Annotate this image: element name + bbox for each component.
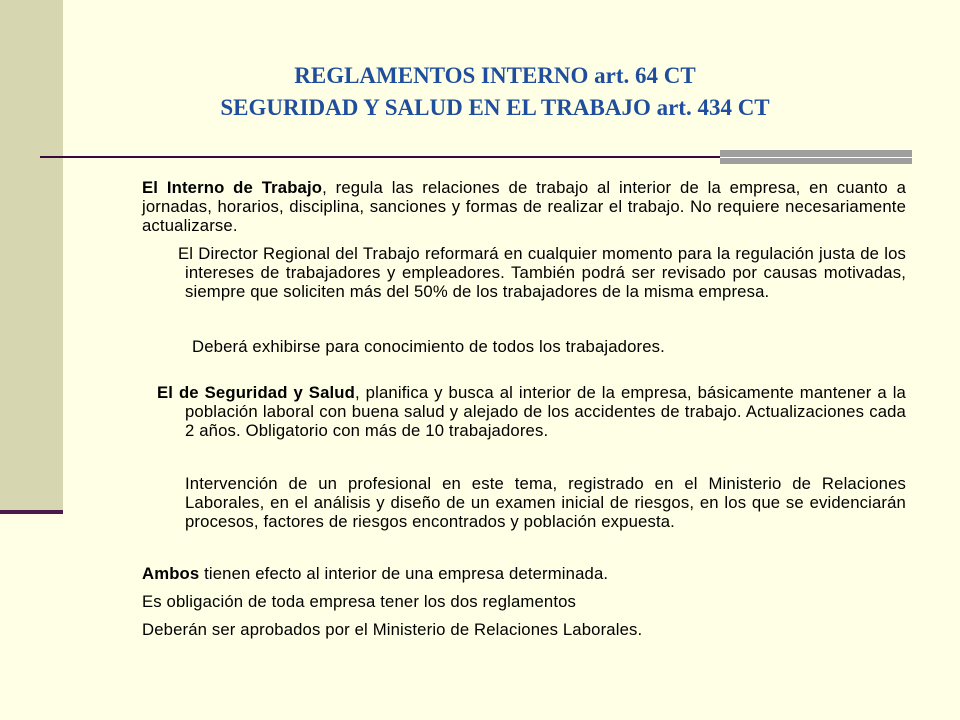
paragraph-text: Deberá exhibirse para conocimiento de todos los trabajadores. [192, 337, 665, 356]
paragraph-safety-health [157, 383, 906, 440]
paragraph-text: , regula las relaciones de trabajo al interior de la empresa, en cuanto a jornadas, horarios, disciplina, sanciones y formas de realizar el trabajo. No requiere necesariamente actualizarse. [142, 178, 906, 235]
slide-title [80, 60, 910, 124]
paragraph-text: El Director Regional del Trabajo reformará en cualquier momento para la regulación justa de los intereses de trabajadores y empleadores. También podrá ser revisado por causas motivadas, siempre que soliciten más del 50% de los trabajadores de la misma empresa. [178, 244, 906, 301]
title-divider [40, 156, 720, 158]
paragraph-text: Es obligación de toda empresa tener los dos reglamentos [142, 592, 577, 611]
paragraph-text: , planifica y busca al interior de la empresa, básicamente mantener a la población laboral con buena salud y alejado de los accidentes de trabajo. Actualizaciones cada 2 años. Obligatorio con más de 10 trabajadores. [185, 383, 906, 440]
paragraph-internal-regulation [142, 178, 906, 235]
paragraph-lead: Ambos [142, 564, 200, 583]
title-line-1: REGLAMENTOS INTERNO art. 64 CT [294, 63, 696, 88]
paragraph-lead: El Interno de Trabajo [142, 178, 323, 197]
title-line-2: SEGURIDAD Y SALUD EN EL TRABAJO art. 434 CT [220, 95, 770, 120]
left-band-base-line [0, 510, 63, 514]
paragraph-both-effect [142, 564, 906, 583]
title-divider-accent [720, 150, 912, 164]
paragraph-professional-intervention [185, 474, 906, 531]
left-decorative-band [0, 0, 63, 510]
paragraph-text: Intervención de un profesional en este tema, registrado en el Ministerio de Relaciones Laborales, en el análisis y diseño de un examen inicial de riesgos, en los que se evidenciarán procesos, factores de riesgos encontrados y población expuesta. [185, 474, 906, 531]
paragraph-display-notice [192, 337, 906, 356]
paragraph-lead: El de Seguridad y Salud [157, 383, 355, 402]
paragraph-obligation [142, 592, 906, 611]
paragraph-text: Deberán ser aprobados por el Ministerio de Relaciones Laborales. [142, 620, 643, 639]
paragraph-regional-director [178, 244, 906, 301]
paragraph-approval [142, 620, 906, 639]
paragraph-text: tienen efecto al interior de una empresa determinada. [199, 564, 609, 583]
